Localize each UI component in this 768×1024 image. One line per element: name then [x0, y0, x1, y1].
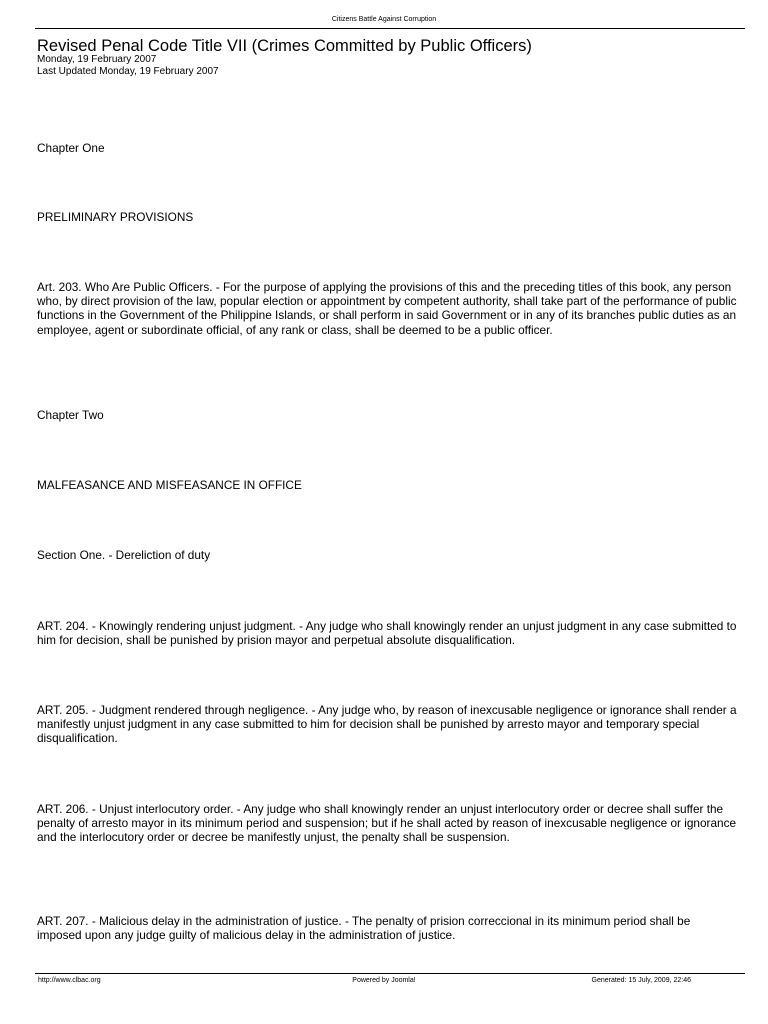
preliminary-provisions-heading: PRELIMINARY PROVISIONS: [37, 210, 194, 224]
chapter-one-heading: Chapter One: [37, 141, 105, 155]
footer-divider: [35, 973, 745, 974]
article-title: Revised Penal Code Title VII (Crimes Committed by Public Officers): [37, 37, 532, 55]
section-one-heading: Section One. - Dereliction of duty: [37, 548, 211, 562]
article-204-paragraph: ART. 204. - Knowingly rendering unjust judgment. - Any judge who shall knowingly render an unjust judgment in any case submitted to him for decision, shall be punished by prision mayor and perpetual absolute disqualification.: [37, 619, 737, 648]
last-updated-date: Last Updated Monday, 19 February 2007: [37, 66, 219, 77]
malfeasance-heading: MALFEASANCE AND MISFEASANCE IN OFFICE: [37, 478, 302, 492]
header-divider: [35, 28, 745, 29]
article-207-paragraph: ART. 207. - Malicious delay in the administration of justice. - The penalty of prision correccional in its minimum period shall be imposed upon any judge guilty of malicious delay in the administration of justice.: [37, 914, 691, 943]
chapter-two-heading: Chapter Two: [37, 408, 104, 422]
footer-url: http://www.clbac.org: [38, 977, 101, 984]
article-203-paragraph: Art. 203. Who Are Public Officers. - For the purpose of applying the provisions of this and the preceding titles of this book, any person who, by direct provision of the law, popular election or appointment by competent authority, shall take part of the performance of public functions in the Government of the Philippine Islands, or shall perform in said Government or in any of its branches public duties as an employee, agent or subordinate official, of any rank or class, shall be deemed to be a public officer.: [37, 280, 737, 337]
site-name: Citizens Battle Against Corruption: [331, 16, 437, 23]
footer-generated-date: Generated: 15 July, 2009, 22:46: [591, 977, 691, 984]
article-206-paragraph: ART. 206. - Unjust interlocutory order. - Any judge who shall knowingly render an unjust interlocutory order or decree shall suffer the penalty of arresto mayor in its minimum period and suspension; but if he shall acted by reason of inexcusable negligence or ignorance and the interlocutory order or decree be manifestly unjust, the penalty shall be suspension.: [37, 802, 737, 845]
article-205-paragraph: ART. 205. - Judgment rendered through negligence. - Any judge who, by reason of inexcusable negligence or ignorance shall render a manifestly unjust judgment in any case submitted to him for decision shall be punished by arresto mayor and temporary special disqualification.: [37, 703, 737, 746]
created-date: Monday, 19 February 2007: [37, 54, 157, 65]
footer-powered-by: Powered by Joomla!: [352, 977, 416, 984]
